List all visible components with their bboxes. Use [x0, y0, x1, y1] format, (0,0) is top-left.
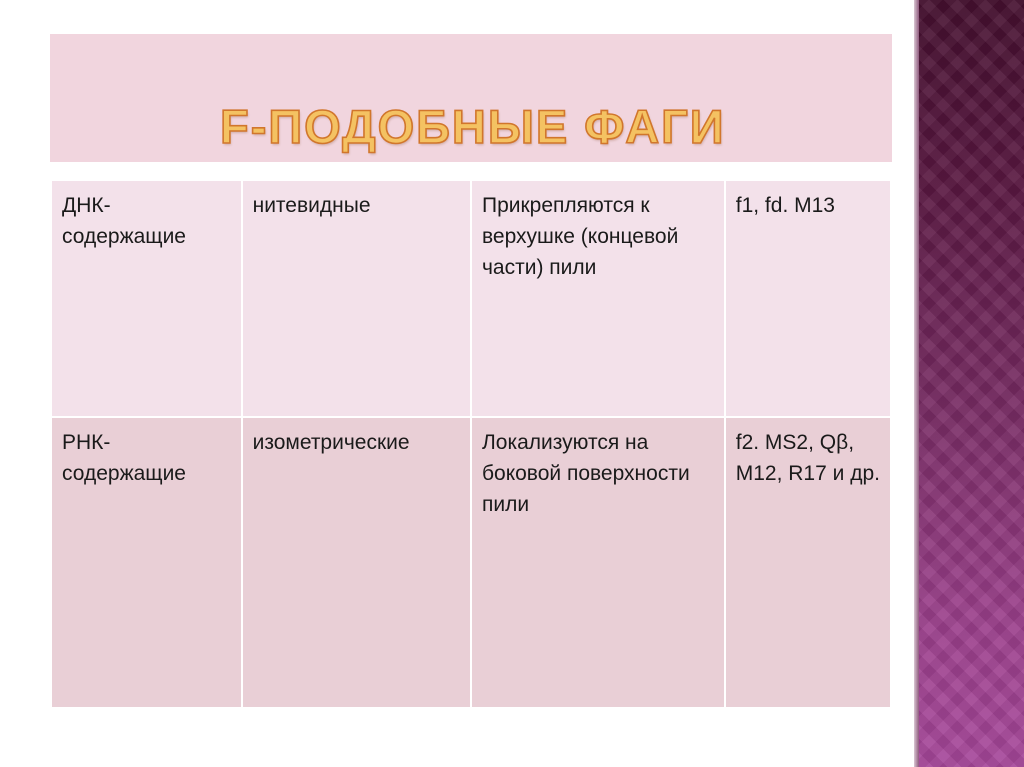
sidebar-pattern	[919, 0, 1024, 767]
table-cell-nucleic-acid: ДНК- содержащие	[51, 180, 242, 417]
table-cell-attachment: Прикрепляются к верхушке (концевой части) пили	[471, 180, 725, 417]
table-row	[51, 180, 891, 417]
table-cell-shape: нитевидные	[242, 180, 471, 417]
phage-table	[50, 179, 892, 709]
decorative-sidebar	[914, 0, 1024, 767]
table-cell-nucleic-acid: РНК- содержащие	[51, 417, 242, 708]
table-cell-shape: изометрические	[242, 417, 471, 708]
table-row	[51, 417, 891, 708]
table-cell-attachment: Локализуются на боковой поверхности пили	[471, 417, 725, 708]
table-cell-examples: f2. MS2, Qβ, M12, R17 и др.	[725, 417, 891, 708]
slide-title: F-ПОДОБНЫЕ ФАГИ	[220, 100, 726, 153]
table-cell-examples: f1, fd. M13	[725, 180, 891, 417]
